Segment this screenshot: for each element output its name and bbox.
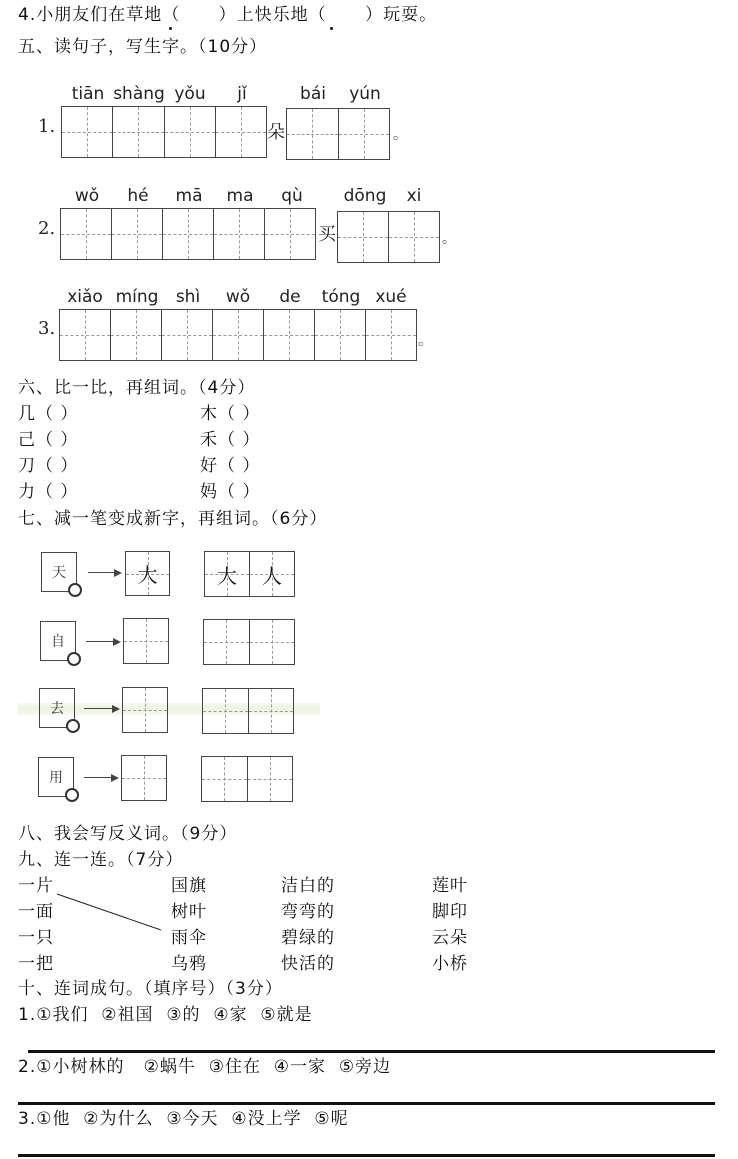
pinyin: wǒ — [74, 186, 100, 206]
sentence-item-2: 2.①小树林的 ②蜗牛 ③住在 ④一家 ⑤旁边 — [18, 1057, 392, 1077]
pinyin: jǐ — [237, 84, 247, 104]
pinyin: de — [279, 287, 301, 307]
curl-icon — [65, 788, 79, 802]
pinyin: mā — [175, 186, 203, 206]
source-char-box: 天 — [41, 552, 77, 592]
curl-icon — [67, 652, 81, 666]
source-char-box: 用 — [38, 757, 74, 797]
arrow-right-icon — [86, 641, 119, 642]
compare-item[interactable]: 力（ ） — [18, 482, 79, 502]
connector-char: 朵 — [267, 122, 285, 143]
match-item[interactable]: 洁白的 — [281, 876, 335, 896]
word-grid[interactable]: 大 人 — [204, 551, 295, 597]
compare-right-column — [200, 401, 260, 505]
section-7-title: 七、减一笔变成新字，再组词。（6分） — [18, 509, 328, 529]
compare-item[interactable]: 几（ ） — [18, 404, 79, 424]
pinyin: tóng — [321, 287, 361, 307]
period: 。 — [393, 127, 407, 143]
match-item[interactable]: 一把 — [18, 954, 54, 974]
match-item[interactable]: 小桥 — [432, 954, 468, 974]
match-item[interactable]: 一片 — [18, 876, 54, 896]
result-char-box[interactable] — [121, 755, 167, 801]
word-grid[interactable] — [203, 619, 295, 665]
item-number: 2. — [38, 218, 56, 239]
section-5-title: 五、读句子，写生字。（10分） — [18, 37, 268, 57]
arrow-right-icon — [84, 708, 118, 709]
answer-line-1[interactable] — [28, 1050, 715, 1053]
compare-item[interactable]: 妈（ ） — [200, 482, 261, 502]
sentence-item-3: 3.①他 ②为什么 ③今天 ④没上学 ⑤呢 — [18, 1109, 349, 1129]
writing-grid[interactable] — [61, 106, 267, 158]
match-column-1 — [18, 873, 54, 977]
writing-grid[interactable] — [59, 309, 417, 361]
connector-char: 买 — [318, 224, 336, 245]
compare-item[interactable]: 好（ ） — [200, 456, 261, 476]
match-column-3 — [281, 873, 335, 977]
match-item[interactable]: 弯弯的 — [281, 902, 335, 922]
match-item[interactable]: 快活的 — [281, 954, 335, 974]
pinyin: shàng — [113, 84, 165, 104]
item-number: 1. — [38, 116, 56, 137]
match-item[interactable]: 雨伞 — [171, 928, 207, 948]
compare-left-column — [18, 401, 78, 505]
pinyin: yún — [349, 84, 381, 104]
pinyin: wǒ — [225, 287, 251, 307]
word-grid[interactable] — [202, 688, 294, 734]
section-6-title: 六、比一比，再组词。（4分） — [18, 378, 256, 398]
pinyin: qù — [281, 186, 303, 206]
answer-line-3[interactable] — [18, 1154, 715, 1157]
pinyin: tiān — [71, 84, 105, 104]
match-item[interactable]: 树叶 — [171, 902, 207, 922]
writing-grid[interactable] — [286, 108, 390, 160]
emphasis-dot — [169, 27, 172, 30]
match-item[interactable]: 国旗 — [171, 876, 207, 896]
answer-line-2[interactable] — [18, 1102, 715, 1105]
section-9-title: 九、连一连。（7分） — [18, 850, 184, 870]
emphasis-dot — [330, 27, 333, 30]
item-number: 3. — [38, 318, 56, 339]
sentence-item-1: 1.①我们 ②祖国 ③的 ④家 ⑤就是 — [18, 1005, 313, 1025]
writing-grid[interactable] — [60, 208, 316, 260]
period: 。 — [418, 333, 432, 349]
pinyin: míng — [115, 287, 159, 307]
arrow-right-icon — [84, 777, 117, 778]
question-4-text: 4.小朋友们在草地（ ）上快乐地（ ）玩耍。 — [18, 5, 438, 25]
match-item[interactable]: 脚印 — [432, 902, 468, 922]
section-8-title: 八、我会写反义词。（9分） — [18, 824, 238, 844]
pinyin: xi — [406, 186, 422, 206]
word-grid[interactable] — [201, 756, 293, 802]
result-char-box[interactable] — [123, 618, 169, 664]
compare-item[interactable]: 刀（ ） — [18, 456, 79, 476]
compare-item[interactable]: 禾（ ） — [200, 430, 261, 450]
section-10-title: 十、连词成句。（填序号）（3分） — [18, 979, 283, 999]
compare-item[interactable]: 木（ ） — [200, 404, 261, 424]
result-char-box[interactable]: 大 — [125, 551, 170, 596]
writing-grid[interactable] — [337, 211, 440, 263]
period: 。 — [442, 231, 456, 247]
match-column-4 — [432, 873, 468, 977]
pinyin: dōng — [343, 186, 387, 206]
source-char-box: 自 — [40, 621, 76, 661]
pinyin: bái — [300, 84, 326, 104]
pinyin: yǒu — [174, 84, 206, 104]
match-item[interactable]: 碧绿的 — [281, 928, 335, 948]
pinyin: xiǎo — [67, 287, 103, 307]
pinyin: xué — [375, 287, 407, 307]
match-item[interactable]: 一只 — [18, 928, 54, 948]
match-item[interactable]: 云朵 — [432, 928, 468, 948]
match-item[interactable]: 莲叶 — [432, 876, 468, 896]
curl-icon — [68, 583, 82, 597]
pinyin: ma — [226, 186, 254, 206]
pinyin: hé — [127, 186, 149, 206]
match-item[interactable]: 乌鸦 — [171, 954, 207, 974]
result-char-box[interactable] — [122, 687, 168, 733]
compare-item[interactable]: 己（ ） — [18, 430, 79, 450]
source-char-box: 去 — [39, 688, 75, 728]
arrow-right-icon — [88, 572, 120, 573]
match-item[interactable]: 一面 — [18, 902, 54, 922]
match-column-2 — [171, 873, 207, 977]
pinyin: shì — [175, 287, 201, 307]
curl-icon — [66, 719, 80, 733]
